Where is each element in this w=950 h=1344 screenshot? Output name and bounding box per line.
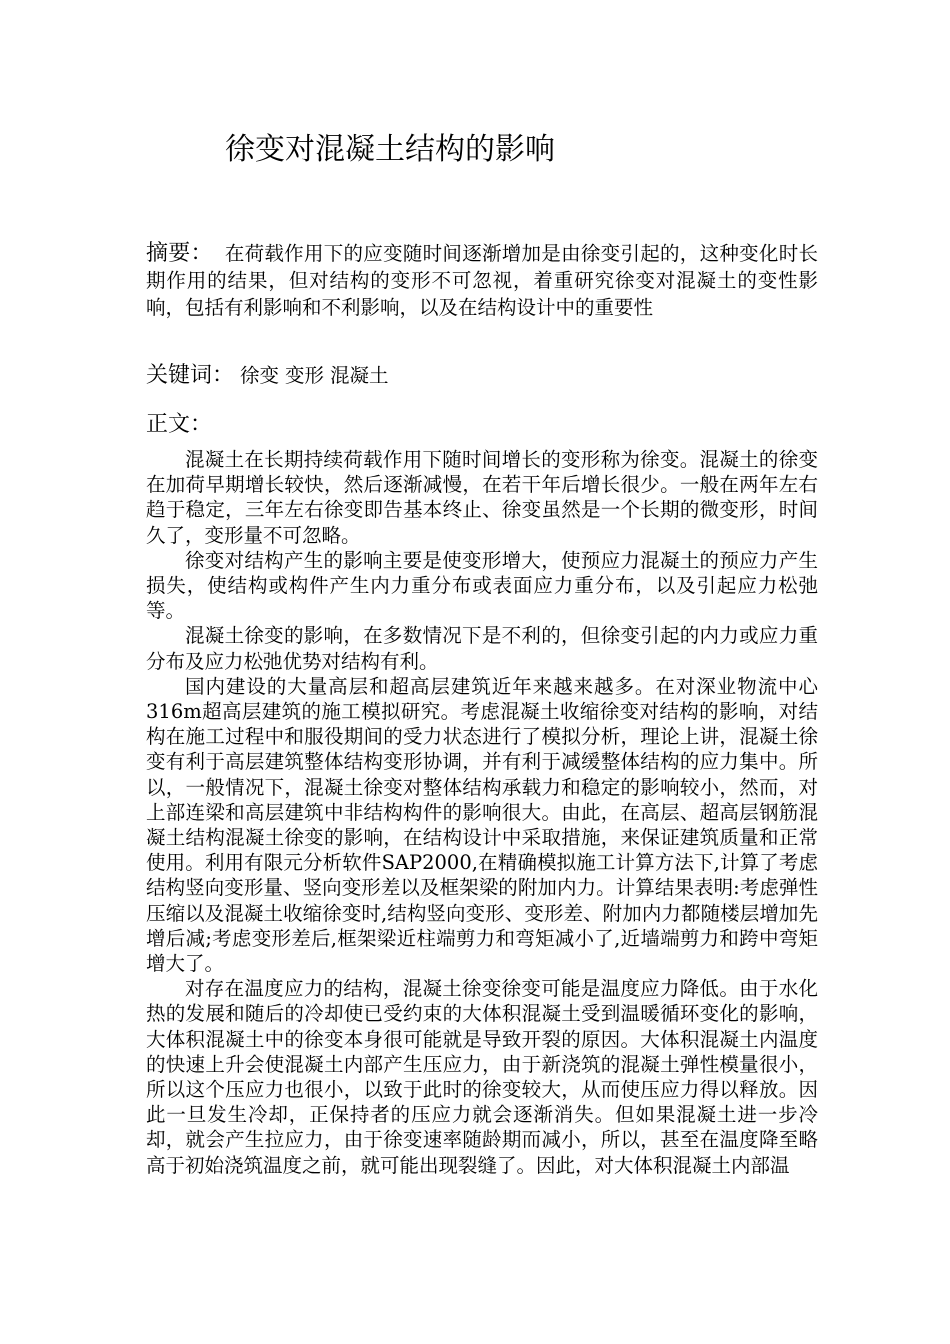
keyword-item: 变形: [285, 364, 325, 387]
keywords-label: 关键词：: [146, 363, 235, 388]
abstract-section: [146, 240, 818, 321]
keyword-item: 混凝土: [330, 364, 389, 387]
keywords-section: [146, 362, 389, 389]
body-paragraph: 混凝土在长期持续荷载作用下随时间增长的变形称为徐变。混凝土的徐变在加荷早期增长较快，然后逐渐减慢，在若干年后增长很少。一般在两年左右趋于稳定，三年左右徐变即告基本终止、徐变虽然是一个长期的微变形，时间久了，变形量不可忽略。: [146, 448, 818, 547]
body-label: 正文：: [146, 412, 213, 437]
body-paragraph: 混凝土徐变的影响，在多数情况下是不利的，但徐变引起的内力或应力重分布及应力松弛优势对结构有利。: [146, 624, 818, 673]
body-content: [146, 447, 818, 1178]
keyword-item: 徐变: [240, 364, 280, 387]
body-paragraph: 对存在温度应力的结构，混凝土徐变徐变可能是温度应力降低。由于水化热的发展和随后的冷却使已受约束的大体积混凝土受到温暖循环变化的影响，大体积混凝土中的徐变本身很可能就是导致开裂的原因。大体积混凝土内温度的快速上升会使混凝土内部产生压应力，由于新浇筑的混凝土弹性模量很小，所以这个压应力也很小，以致于此时的徐变较大，从而使压应力得以释放。因此一旦发生冷却，正保持者的压应力就会逐渐消失。但如果混凝土进一步冷却，就会产生拉应力，由于徐变速率随龄期而减小，所以，甚至在温度降至略高于初始浇筑温度之前，就可能出现裂缝了。因此，对大体积混凝土内部温: [146, 977, 818, 1177]
abstract-label: 摘要：: [146, 241, 213, 266]
abstract-text: 在荷载作用下的应变随时间逐渐增加是由徐变引起的，这种变化时长期作用的结果，但对结构的变形不可忽视，着重研究徐变对混凝土的变性影响，包括有利影响和不利影响，以及在结构设计中的重要性: [146, 242, 818, 319]
body-paragraph: 国内建设的大量高层和超高层建筑近年来越来越多。在对深业物流中心316m超高层建筑的施工模拟研究。考虑混凝土收缩徐变对结构的影响，对结构在施工过程中和服役期间的受力状态进行了模拟分析，理论上讲，混凝土徐变有利于高层建筑整体结构变形协调，并有利于减缓整体结构的应力集中。所以，一般情况下，混凝土徐变对整体结构承载力和稳定的影响较小，然而，对上部连梁和高层建筑中非结构构件的影响很大。由此，在高层、超高层钢筋混凝土结构混凝土徐变的影响，在结构设计中采取措施，来保证建筑质量和正常使用。利用有限元分析软件SAP2000,在精确模拟施工计算方法下,计算了考虑结构竖向变形量、竖向变形差以及框架梁的附加内力。计算结果表明:考虑弹性压缩以及混凝土收缩徐变时,结构竖向变形、变形差、附加内力都随楼层增加先增后减;考虑变形差后,框架梁近柱端剪力和弯矩减小了,近墙端剪力和跨中弯矩增大了。: [146, 674, 818, 976]
body-paragraph: 徐变对结构产生的影响主要是使变形增大，使预应力混凝土的预应力产生损失，使结构或构件产生内力重分布或表面应力重分布，以及引起应力松弛等。: [146, 548, 818, 623]
document-title: 徐变对混凝土结构的影响: [225, 132, 555, 167]
